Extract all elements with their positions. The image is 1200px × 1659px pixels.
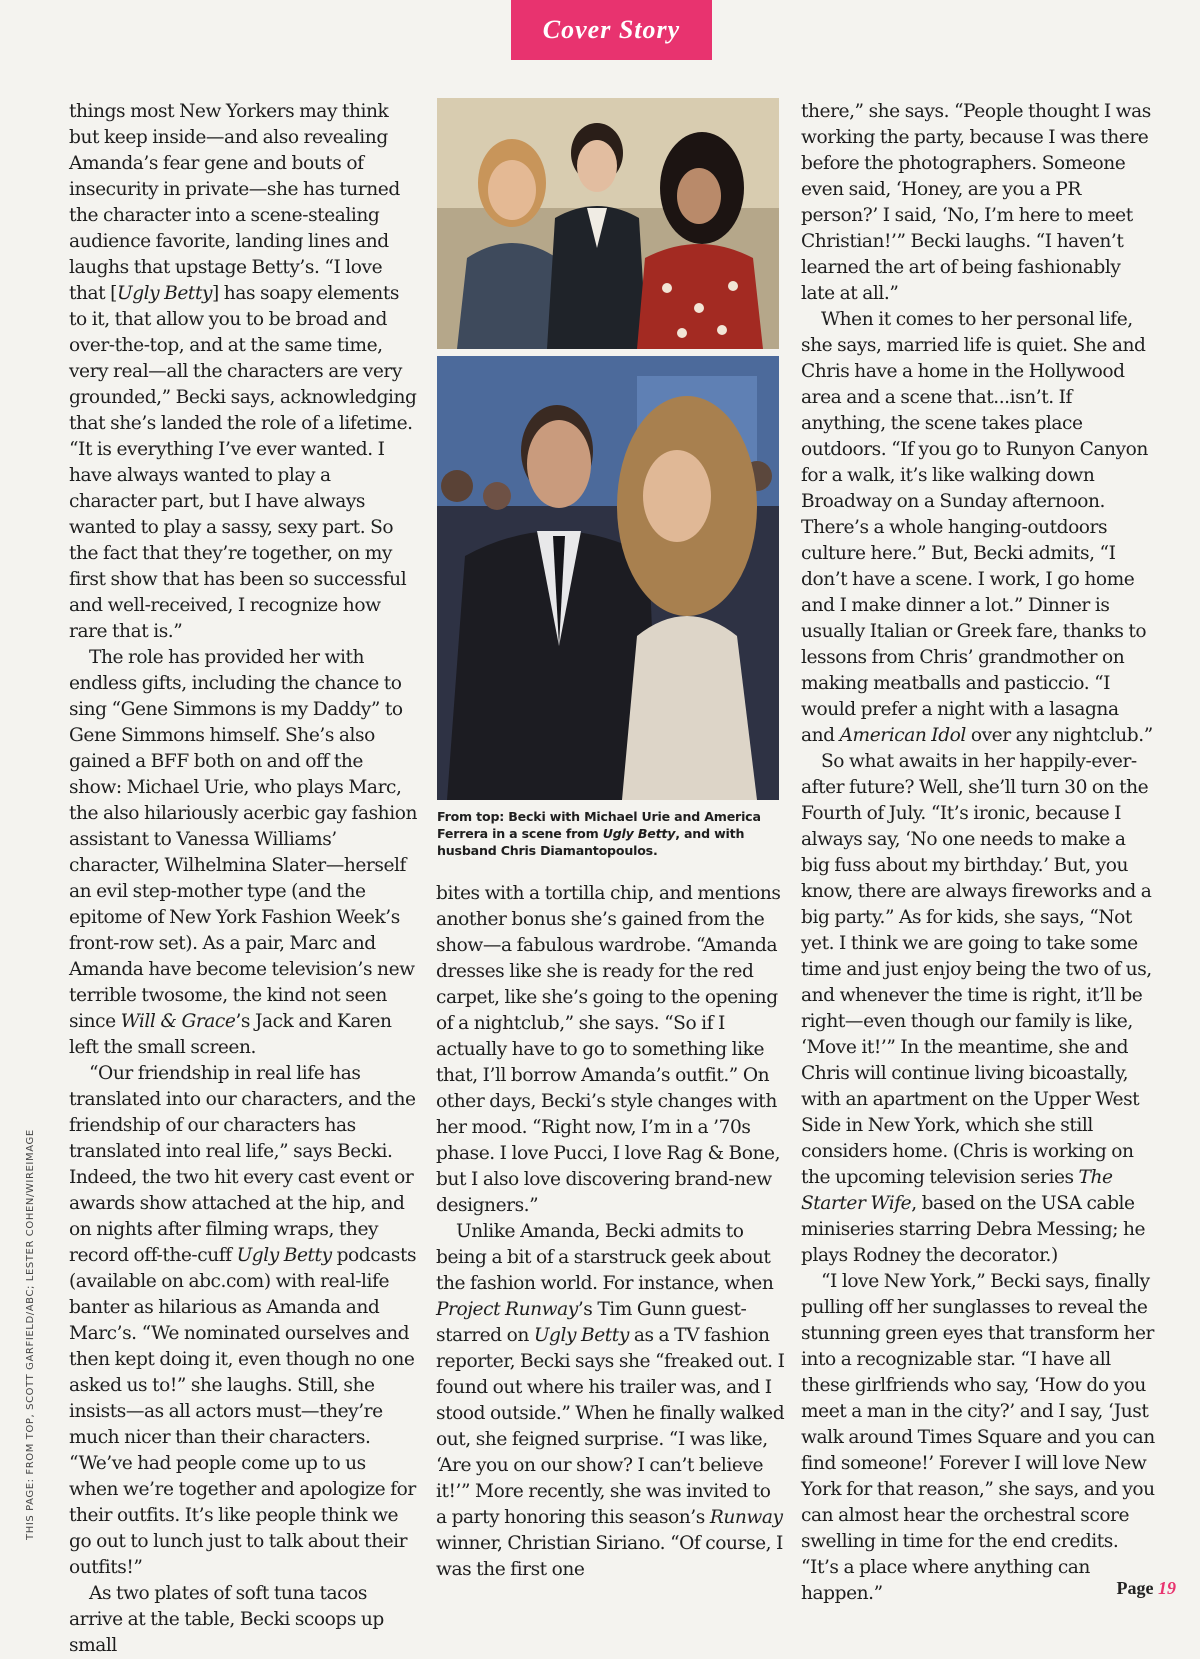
article-paragraph	[801, 749, 1155, 1269]
italic-title: Ugly Betty	[116, 283, 213, 304]
article-column-1	[69, 99, 419, 1659]
paragraph-text: as a TV fashion reporter, Becki says she “freaked out. I found out where his trailer was, and I stood outside.” When he finally walked out, she feigned surprise. “I was like, ‘Are you on our show? I can’t believe it!’” More recently, she was invited to a party honoring this season’s	[436, 1325, 785, 1528]
caption-suffix: , and with husband Chris Diamantopoulos.	[437, 826, 745, 858]
article-paragraph	[801, 99, 1155, 307]
paragraph-text: , based on the USA cable miniseries starring Debra Messing; he plays Rodney the decorator.)	[801, 1193, 1146, 1266]
photo-ugly-betty-scene	[437, 98, 779, 349]
paragraph-text: The role has provided her with endless gifts, including the chance to sing “Gene Simmons is my Daddy” to Gene Simmons himself. She’s also gained a BFF both on and off the show: Michael Urie, who plays Marc, the also hilariously acerbic gay fashion assistant to Vanessa Williams’ character, Wilhelmina Slater—herself an evil step-mother type (and the epitome of New York Fashion Week’s front-row set). As a pair, Marc and Amanda have become television’s new terrible twosome, the kind not seen since	[69, 647, 417, 1032]
photo-red-carpet-illustration	[437, 356, 779, 800]
paragraph-text: there,” she says. “People thought I was working the party, because I was there before the photographers. Someone even said, ‘Honey, are you a PR person?’ I said, ‘No, I’m here to meet Christian!’” Becki laughs. “I haven’t learned the art of being fashionably late at all.”	[801, 101, 1151, 304]
paragraph-text: podcasts (available on abc.com) with real-life banter as hilarious as Amanda and Marc’s. “We nominated ourselves and then kept doing it, even though no one asked us to!” she laughs. Still, she insists—as all actors must—they’re much nicer than their characters. “We’ve had people come up to us when we’re together and apologize for their outfits. It’s like people think we go out to lunch just to talk about their outfits!”	[69, 1245, 417, 1578]
italic-title: Ugly Betty	[533, 1325, 629, 1346]
section-tag: Cover Story	[511, 0, 712, 60]
caption-prefix: From top: Becki with Michael Urie and America Ferrera in a scene from	[437, 809, 761, 841]
paragraph-text: ] has soapy elements to it, that allow you to be broad and over-the-top, and at the same time, very real—all the characters are very grounded,” Becki says, acknowledging that she’s landed the role of a lifetime. “It is everything I’ve ever wanted. I have always wanted to play a character part, but I have always wanted to play a sassy, sexy part. So the fact that they’re together, on my first show that has been so successful and well-received, I recognize how rare that is.”	[69, 283, 417, 642]
caption-show-title: Ugly Betty	[602, 826, 676, 841]
italic-title: American Idol	[839, 725, 966, 746]
photo-ugly-betty-illustration	[437, 98, 779, 349]
italic-title: Runway	[709, 1507, 783, 1528]
article-column-2	[436, 881, 785, 1583]
paragraph-text: things most New Yorkers may think but keep inside—and also revealing Amanda’s fear gene and bouts of insecurity in private—she has turned the character into a scene-stealing audience favorite, landing lines and laughs that upstage Betty’s. “I love that [	[69, 101, 400, 304]
paragraph-text: over any nightclub.”	[965, 725, 1153, 746]
page-number-value: 19	[1158, 1578, 1176, 1598]
paragraph-text: ’s Jack and Karen left the small screen.	[69, 1011, 392, 1058]
paragraph-text: “Our friendship in real life has translated into our characters, and the friendship of our characters has translated into real life,” says Becki. Indeed, the two hit every cast event or awards show attached at the hip, and on nights after filming wraps, they record off-the-cuff	[69, 1063, 416, 1266]
italic-title: Project Runway	[436, 1299, 578, 1320]
paragraph-text: When it comes to her personal life, she says, married life is quiet. She and Chris have a home in the Hollywood area and a scene that...isn’t. If anything, the scene takes place outdoors. “If you go to Runyon Canyon for a walk, it’s like walking down Broadway on a Sunday afternoon. There’s a whole hanging-outdoors culture here.” But, Becki admits, “I don’t have a scene. I work, I go home and I make dinner a lot.” Dinner is usually Italian or Greek fare, thanks to lessons from Chris’ grandmother on making meatballs and pasticcio. “I would prefer a night with a lasagna and	[801, 309, 1148, 746]
article-paragraph	[69, 99, 419, 645]
paragraph-text: “I love New York,” Becki says, finally pulling off her sunglasses to reveal the stunning green eyes that transform her into a recognizable star. “I have all these girlfriends who say, ‘How do you meet a man in the city?’ and I say, ‘Just walk around Times Square and you can find someone!’ Forever I will love New York for that reason,” she says, and you can almost hear the orchestral score swelling in time for the end credits. “It’s a place where anything can happen.”	[801, 1271, 1155, 1604]
page-number	[1117, 1578, 1176, 1599]
italic-title: The Starter Wife	[801, 1167, 1113, 1214]
photo-caption	[437, 808, 787, 859]
paragraph-text: Unlike Amanda, Becki admits to being a bit of a starstruck geek about the fashion world. For instance, when	[436, 1221, 774, 1294]
article-paragraph	[69, 1581, 419, 1659]
paragraph-text: bites with a tortilla chip, and mentions another bonus she’s gained from the show—a fabulous wardrobe. “Amanda dresses like she is ready for the red carpet, like she’s going to the opening of a nightclub,” she says. “So if I actually have to go to something like that, I’ll borrow Amanda’s outfit.” On other days, Becki’s style changes with her mood. “Right now, I’m in a ’70s phase. I love Pucci, I love Rag & Bone, but I also love discovering brand-new designers.”	[436, 883, 781, 1216]
article-paragraph	[69, 645, 419, 1061]
article-paragraph	[801, 1269, 1155, 1607]
italic-title: Ugly Betty	[236, 1245, 332, 1266]
photo-becki-and-chris	[437, 356, 779, 800]
paragraph-text: ’s Tim Gunn guest-starred on	[436, 1299, 747, 1346]
paragraph-text: So what awaits in her happily-ever-after future? Well, she’ll turn 30 on the Fourth of July. “It’s ironic, because I always say, ‘No one needs to make a big fuss about my birthday.’ But, you know, there are always fireworks and a big party.” As for kids, she says, “Not yet. I think we are going to take some time and just enjoy being the two of us, and whenever the time is right, it’ll be right—even though our family is like, ‘Move it!’” In the meantime, she and Chris will continue living bicoastally, with an apartment on the Upper West Side in New York, which she still considers home. (Chris is working on the upcoming television series	[801, 751, 1152, 1188]
paragraph-text: As two plates of soft tuna tacos arrive at the table, Becki scoops up small	[69, 1583, 384, 1656]
article-paragraph	[436, 1219, 785, 1583]
page-label: Page	[1116, 1578, 1154, 1598]
photo-credit: THIS PAGE: FROM TOP, SCOTT GARFIELD/ABC; LESTER COHEN/WIREIMAGE	[25, 1129, 36, 1540]
article-paragraph	[436, 881, 785, 1219]
italic-title: Will & Grace	[120, 1011, 236, 1032]
article-paragraph	[801, 307, 1155, 749]
article-paragraph	[69, 1061, 419, 1581]
article-column-3	[801, 99, 1155, 1607]
paragraph-text: winner, Christian Siriano. “Of course, I was the first one	[436, 1533, 783, 1580]
